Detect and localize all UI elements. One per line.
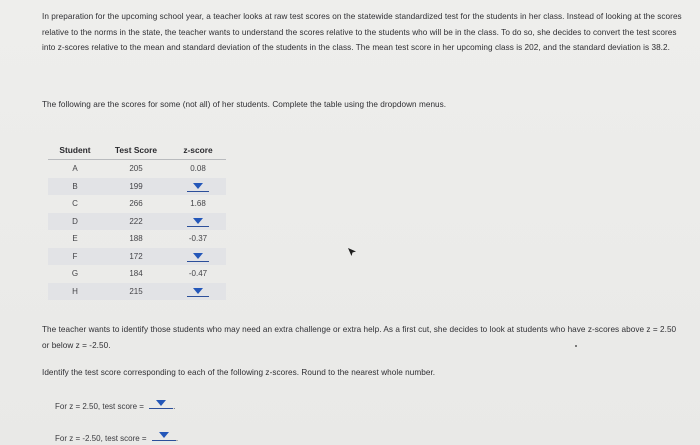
z-score-dropdown-cell <box>170 283 226 301</box>
z-score-dropdown[interactable] <box>187 285 209 297</box>
instruction-paragraph: The following are the scores for some (not all) of her students. Complete the table using the dropdown menus. <box>42 100 447 109</box>
test-score-cell: 188 <box>129 234 143 244</box>
student-cell: E <box>72 234 78 244</box>
scores-table <box>48 145 226 300</box>
header-z-score: z-score <box>170 145 226 160</box>
test-score-cell: 205 <box>129 164 143 174</box>
z-score-dropdown[interactable] <box>187 215 209 227</box>
z-negative-label: For z = -2.50, test score = <box>55 434 147 443</box>
z-score-dropdown-cell <box>170 178 226 196</box>
test-score-cell: 172 <box>102 248 170 266</box>
mouse-pointer-icon <box>347 247 357 259</box>
table-row <box>48 283 226 301</box>
z-negative-period: . <box>175 434 179 443</box>
dropdown-arrow-icon <box>193 183 203 189</box>
header-test-score: Test Score <box>102 145 170 160</box>
intro-paragraph: In preparation for the upcoming school year, a teacher looks at raw test scores on the statewide standardized test for the students in her class. Instead of looking at the scores relative to the norms in the state, the teacher wants to understand the scores relative to the students who will be in the class. To do so, she decides to convert the test scores into z-scores relative to the mean and standard deviation of the students in the class. The mean test score in her upcoming class is 202, and the standard deviation is 38.2. <box>42 12 682 52</box>
z-score-dropdown[interactable] <box>187 180 209 192</box>
test-score-cell: 222 <box>102 213 170 231</box>
table-body <box>48 160 226 301</box>
test-score-cell: 184 <box>129 269 143 279</box>
z-score-cell: -0.47 <box>188 269 208 279</box>
table-row <box>48 248 226 266</box>
z-negative-row <box>55 430 178 443</box>
header-student: Student <box>48 145 102 160</box>
student-cell: B <box>48 178 102 196</box>
student-cell: A <box>72 164 78 174</box>
stray-mark <box>575 345 577 347</box>
student-cell: D <box>48 213 102 231</box>
dropdown-arrow-icon <box>156 400 166 406</box>
test-score-cell: 199 <box>102 178 170 196</box>
identify-paragraph: Identify the test score corresponding to each of the following z-scores. Round to the nearest whole number. <box>42 368 436 377</box>
table-row <box>48 178 226 196</box>
table-row <box>48 265 226 283</box>
z-score-cell: -0.37 <box>188 234 208 244</box>
student-cell: H <box>48 283 102 301</box>
test-score-cell: 215 <box>102 283 170 301</box>
dropdown-arrow-icon <box>193 288 203 294</box>
challenge-paragraph: The teacher wants to identify those students who may need an extra challenge or extra help. As a first cut, she decides to look at students who have z-scores above z = 2.50 or below z = -2.50. <box>42 325 677 350</box>
z-score-cell: 1.68 <box>190 199 206 209</box>
z-positive-period: . <box>173 402 176 411</box>
dropdown-arrow-icon <box>193 218 203 224</box>
student-cell: F <box>48 248 102 266</box>
z-score-dropdown-cell <box>170 213 226 231</box>
test-score-cell: 266 <box>129 199 143 209</box>
table-row <box>48 213 226 231</box>
z-negative-dropdown[interactable] <box>152 430 179 443</box>
z-score-dropdown[interactable] <box>187 250 209 262</box>
dropdown-arrow-icon <box>193 253 203 259</box>
z-score-dropdown-cell <box>170 248 226 266</box>
dropdown-arrow-icon <box>159 432 169 438</box>
z-positive-dropdown[interactable] <box>149 398 176 411</box>
z-positive-row <box>55 398 175 411</box>
table-header-row <box>48 145 226 160</box>
table-row <box>48 230 226 248</box>
student-cell: G <box>71 269 79 279</box>
table-row <box>48 160 226 178</box>
z-score-cell: 0.08 <box>190 164 206 174</box>
student-cell: C <box>72 199 78 209</box>
table-row <box>48 195 226 213</box>
z-positive-label: For z = 2.50, test score = <box>55 402 144 411</box>
